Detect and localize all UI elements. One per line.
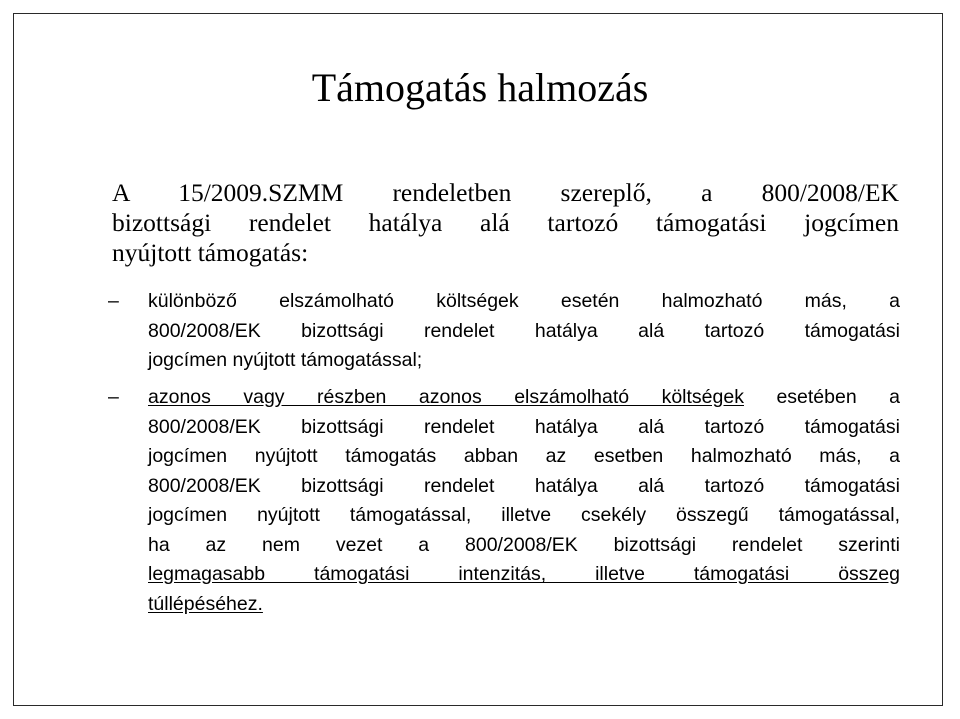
bullet-line-rest: esetében a <box>743 386 900 408</box>
bullet-line: ha az nem vezet a 800/2008/EK bizottsági rendelet szerinti <box>148 533 900 556</box>
bullet-line: jogcímen nyújtott támogatás abban az esetben halmozható más, a <box>148 445 900 467</box>
bullet-dash: – <box>108 386 119 408</box>
intro-line: nyújtott támogatás: <box>112 238 309 267</box>
bullet-line-underlined: legmagasabb támogatási intenzitás, illetve támogatási összeg <box>148 563 900 585</box>
bullet-line: jogcímen nyújtott támogatással; <box>148 349 423 371</box>
bullet-line: 800/2008/EK bizottsági rendelet hatálya alá tartozó támogatási <box>148 474 900 497</box>
bullet-same-costs <box>108 383 900 619</box>
intro-paragraph <box>112 178 899 268</box>
bullet-different-costs <box>108 287 900 376</box>
underlined-phrase: azonos vagy részben azonos elszámolható költségek <box>148 386 744 408</box>
bullet-line-underlined <box>148 590 900 620</box>
bullet-line <box>148 383 900 413</box>
bullet-line: különböző elszámolható költségek esetén halmozható más, a <box>148 290 900 312</box>
bullet-line: jogcímen nyújtott támogatással, illetve csekély összegű támogatással, <box>148 504 900 526</box>
slide-title: Támogatás halmozás <box>311 65 649 110</box>
intro-line: A 15/2009.SZMM rendeletben szereplő, a 800/2008/EK <box>112 178 899 207</box>
underlined-phrase: túllépéséhez. <box>148 592 263 615</box>
bullet-dash: – <box>108 290 119 312</box>
intro-line: bizottsági rendelet hatálya alá tartozó támogatási jogcímen <box>112 208 899 237</box>
bullet-line: 800/2008/EK bizottsági rendelet hatálya alá tartozó támogatási <box>148 319 900 342</box>
bullet-line: 800/2008/EK bizottsági rendelet hatálya alá tartozó támogatási <box>148 415 900 438</box>
